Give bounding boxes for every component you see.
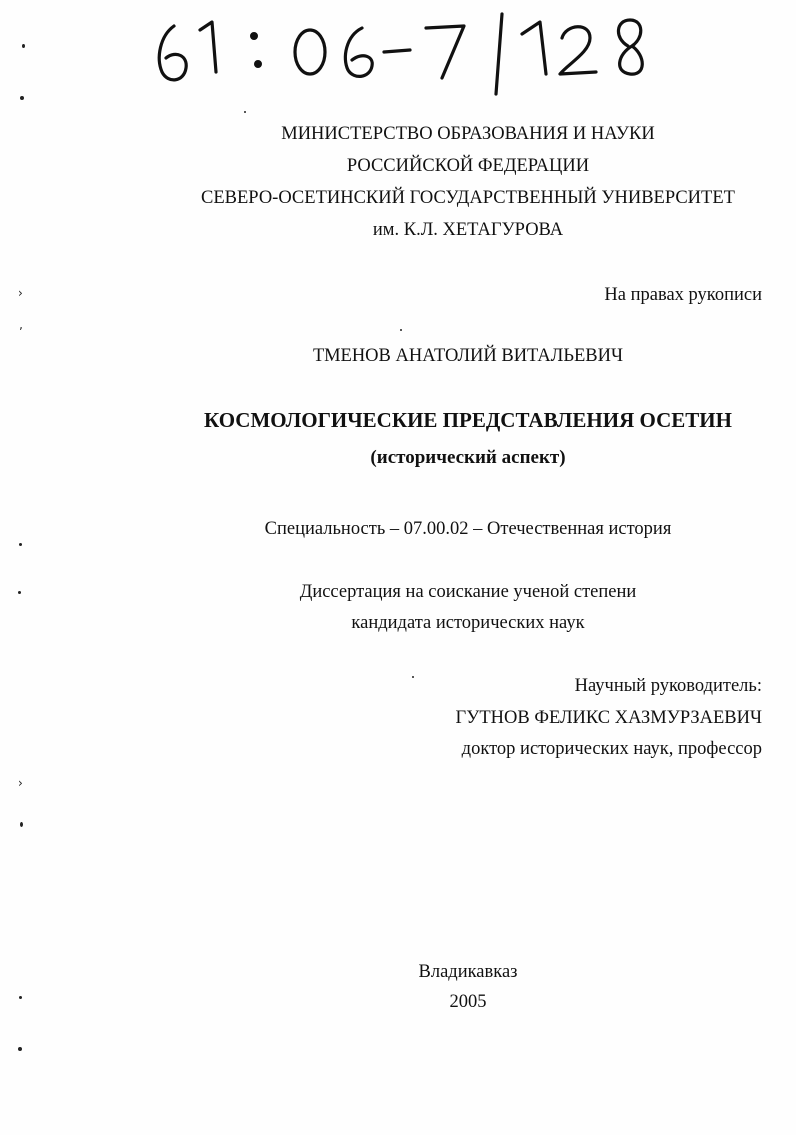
supervisor-label: Научный руководитель: xyxy=(574,676,762,696)
degree-line-2: кандидата исторических наук xyxy=(351,613,585,633)
scan-speck xyxy=(244,111,246,113)
scan-speck xyxy=(22,44,25,48)
year: 2005 xyxy=(449,992,487,1012)
scan-speck xyxy=(18,1047,22,1051)
scan-speck xyxy=(19,996,22,999)
scan-mark: ʼ xyxy=(19,325,23,339)
university-name: СЕВЕРО-ОСЕТИНСКИЙ ГОСУДАРСТВЕННЫЙ УНИВЕРСИТЕТ xyxy=(201,188,735,208)
supervisor-name: ГУТНОВ ФЕЛИКС ХАЗМУРЗАЕВИЧ xyxy=(455,708,762,728)
manuscript-rights-note: На правах рукописи xyxy=(604,285,762,305)
scan-mark: › xyxy=(18,286,23,300)
ministry-line-2: РОССИЙСКОЙ ФЕДЕРАЦИИ xyxy=(346,156,590,176)
supervisor-credentials: доктор исторических наук, профессор xyxy=(461,739,762,759)
scan-speck xyxy=(400,329,402,331)
scan-mark: › xyxy=(18,776,23,790)
degree-line-1: Диссертация на соискание ученой степени xyxy=(299,582,637,602)
scan-speck xyxy=(19,543,22,546)
scan-speck xyxy=(20,96,24,100)
handwritten-archive-code xyxy=(150,6,670,98)
named-after: им. К.Л. ХЕТАГУРОВА xyxy=(372,220,564,240)
city: Владикавказ xyxy=(418,962,518,982)
scan-speck xyxy=(18,591,21,594)
dissertation-title: КОСМОЛОГИЧЕСКИЕ ПРЕДСТАВЛЕНИЯ ОСЕТИН xyxy=(204,408,732,432)
scan-speck xyxy=(20,822,23,827)
specialty: Специальность – 07.00.02 – Отечественная история xyxy=(264,519,672,539)
scan-speck xyxy=(412,676,414,678)
dissertation-subtitle: (исторический аспект) xyxy=(370,447,566,468)
ministry-line-1: МИНИСТЕРСТВО ОБРАЗОВАНИЯ И НАУКИ xyxy=(281,124,655,144)
author-name: ТМЕНОВ АНАТОЛИЙ ВИТАЛЬЕВИЧ xyxy=(313,346,623,366)
